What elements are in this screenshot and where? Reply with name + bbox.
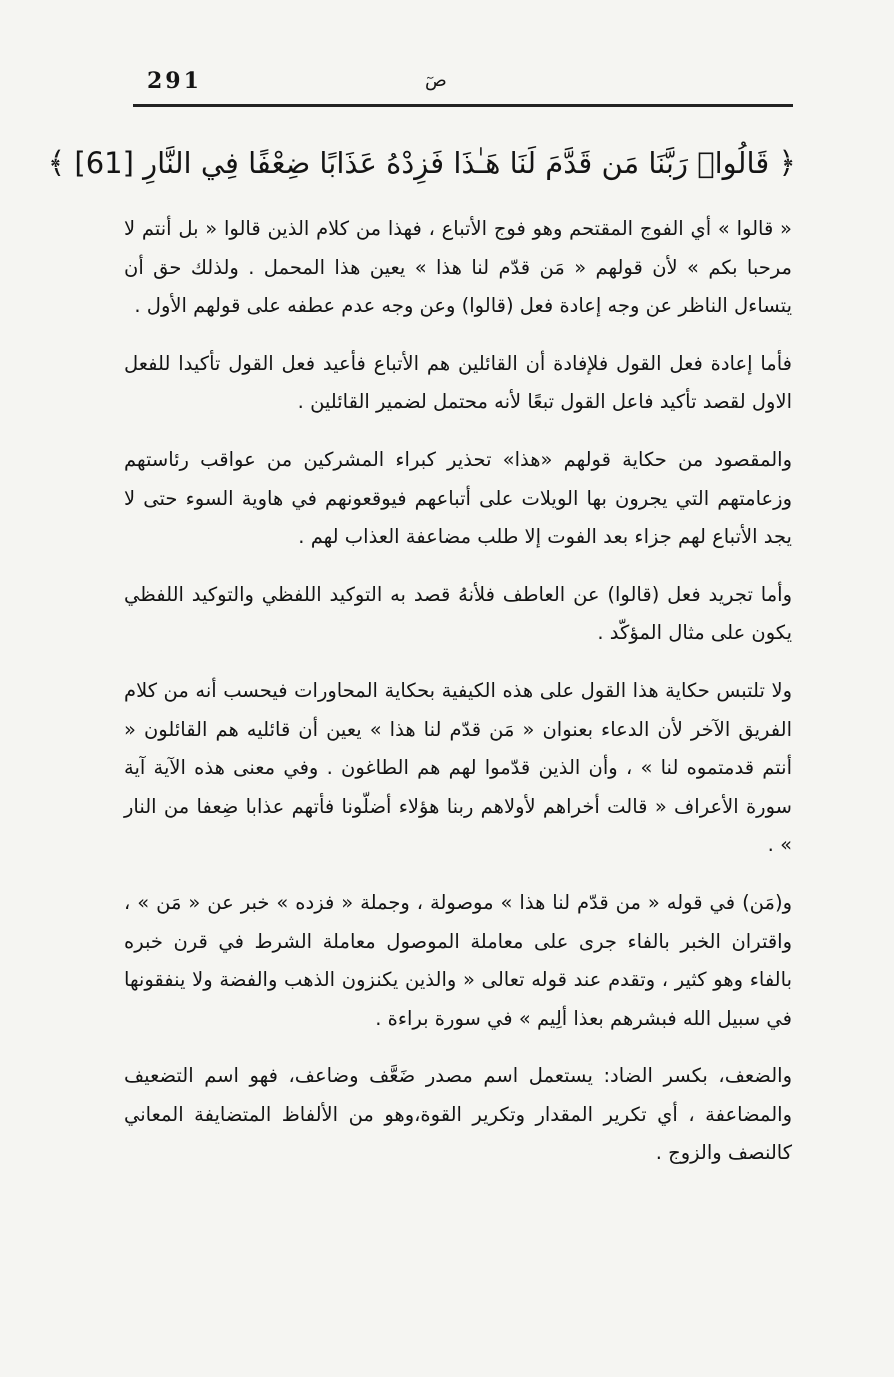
paragraph: وأما تجريد فعل (قالوا) عن العاطف فلأنهُ قصد به التوكيد اللفظي والتوكيد اللفظي يكون على مثال المؤكّد .: [124, 582, 792, 645]
paragraph: والمقصود من حكاية قولهم «هذا» تحذير كبراء المشركين من عواقب رئاستهم وزعامتهم التي يجرون بها الويلات على أتباعهم فيوقعونهم في هاوية السوء حتى لا يجد الأتباع لهم جزاء بعد الفوت إلا طلب مضاعفة العذاب لهم .: [124, 447, 792, 549]
verse-close-bracket: ﴾: [47, 146, 66, 181]
commentary-body: [124, 210, 792, 1173]
surah-marker: صٓ: [425, 70, 447, 91]
header-rule: [133, 104, 793, 107]
paragraph: « قالوا » أي الفوج المقتحم وهو فوج الأتباع ، فهذا من كلام الذين قالوا « بل أنتم لا مرحبا بكم » لأن قولهم « مَن قدّم لنا هذا » يعين هذا المحمل . ولذلك حق أن يتساءل الناظر عن وجه إعادة فعل (قالوا) وعن وجه عدم عطفه على قولهم الأول .: [124, 217, 792, 318]
paragraph: و(مَن) في قوله « من قدّم لنا هذا » موصولة ، وجملة « فزده » خبر عن « مَن » ، واقتران الخبر بالفاء جرى على معاملة الموصول معاملة الشرط في قرن خبره بالفاء وهو كثير ، وتقدم عند قوله تعالى « والذين يكنزون الذهب والفضة ولا ينفقونها في سبيل الله فبشرهم بعذا ألِيم » في سورة براءة .: [124, 890, 792, 1030]
page-header: [133, 68, 793, 108]
quran-verse: [47, 128, 796, 198]
paragraph: والضعف، بكسر الضاد: يستعمل اسم مصدر ضَعَّف وضاعف، فهو اسم التضعيف والمضاعفة ، أي تكرير المقدار وتكرير القوة،وهو من الألفاظ المتضايفة المعاني كالنصف والزوج .: [124, 1064, 792, 1165]
paragraph: ولا تلتبس حكاية هذا القول على هذه الكيفية بحكاية المحاورات فيحسب أنه من كلام الفريق الآخر لأن الدعاء بعنوان « مَن قدّم لنا هذا » يعين أن قائليه هم القائلون « أنتم قدمتموه لنا » ، وأن الذين قدّموا لهم هم الطاغون . وفي معنى هذه الآية آية سورة الأعراف « قالت أخراهم لأولاهم ربنا هؤلاء أضلّونا فأتهم عذابا ضِعفا من النار » .: [124, 678, 792, 857]
paragraph: فأما إعادة فعل القول فلإفادة أن القائلين هم الأتباع فأعيد فعل القول تأكيدا للفعل الاول لقصد تأكيد فاعل القول تبعًا لأنه محتمل لضمير القائلين .: [124, 351, 792, 414]
page-number: 291: [147, 68, 202, 94]
verse-text: قَالُوا۟ رَبَّنَا مَن قَدَّمَ لَنَا هَـٰذَا فَزِدْهُ عَذَابًا ضِعْفًا فِي النَّارِ [61]: [74, 146, 770, 180]
verse-open-bracket: ﴿: [778, 146, 796, 181]
